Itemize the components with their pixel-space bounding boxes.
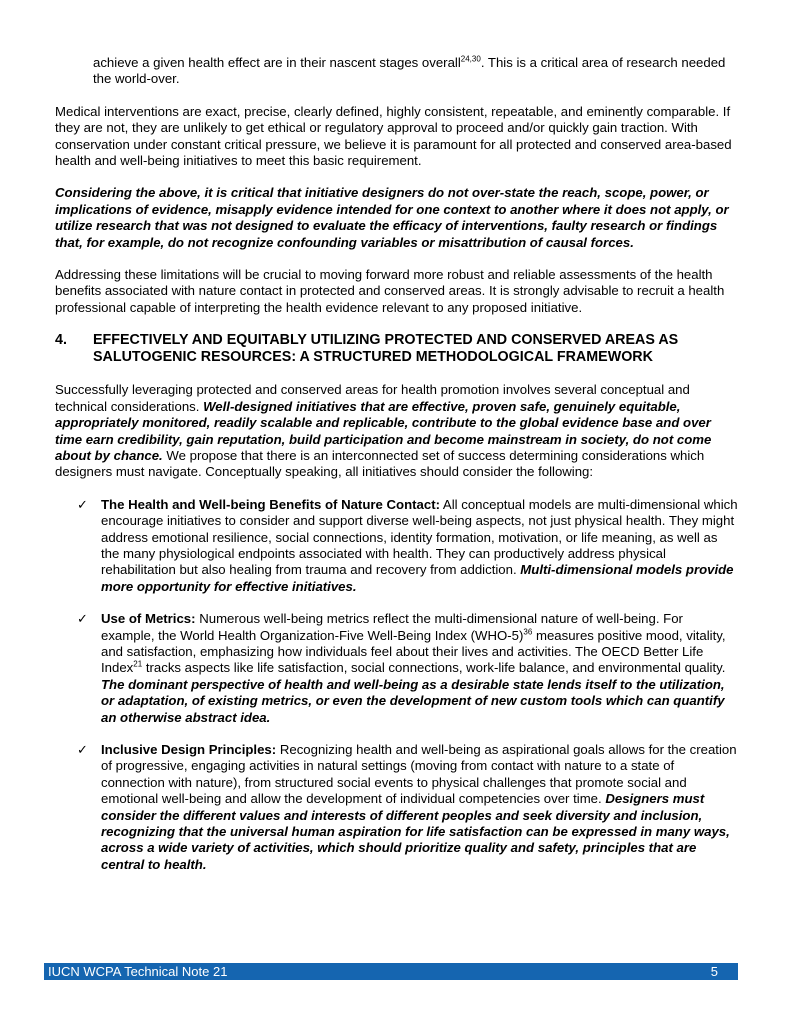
- success-text: Successfully leveraging protected and conserved areas for health promotion involves several conceptual and technical considerations.: [55, 382, 690, 414]
- list-item: [55, 742, 739, 873]
- continued-text: achieve a given health effect are in their nascent stages overall: [93, 55, 461, 70]
- list-item-body: All conceptual models are multi-dimensional which encourage initiatives to consider and support diverse well-being aspects, not just physical health. They might address emotional resilience, social connections, identity formation, motivation, or life meaning, as well as the many physiological endpoints associated with health. They can productively address physical rehabilitation but also healing from trauma and recovery from addiction.: [101, 496, 738, 578]
- list-item-emphasis: Multi-dimensional models provide more opportunity for effective initiatives.: [101, 562, 734, 594]
- list-item-title: The Health and Well-being Benefits of Nature Contact:: [101, 496, 440, 512]
- paragraph-success: [55, 382, 739, 480]
- section-heading: [55, 332, 739, 366]
- paragraph-addressing: Addressing these limitations will be crucial to moving forward more robust and reliable assessments of the health benefits associated with nature contact in protected and conserved areas. It is strongly advisable to recruit a health professional capable of interpreting the health evidence relevant to any proposed initiative.: [55, 267, 725, 315]
- list-item: [55, 611, 739, 726]
- citation: 24,30: [460, 54, 481, 64]
- continued-paragraph: [55, 55, 739, 88]
- page-footer: [44, 963, 738, 980]
- list-item-text: [101, 497, 739, 595]
- citation: 36: [523, 627, 533, 637]
- list-item-text: [101, 742, 739, 873]
- success-bold-text: Well-designed initiatives that are effective, proven safe, genuinely equitable, appropriately monitored, readily scalable and replicable, contribute to the global evidence base and over time earn credibility, gain reputation, build participation and become mainstream in society, do not come about by chance.: [55, 398, 712, 463]
- list-item-title: Use of Metrics:: [101, 611, 196, 627]
- paragraph-considering: Considering the above, it is critical that initiative designers do not over-state the reach, scope, power, or implications of evidence, misapply evidence intended for one context to another where it does not apply, or utilize research that was not designed to evaluate the efficacy of interventions, faulty research or findings that, for example, do not recognize confounding variables or misattribution of causal forces.: [55, 185, 729, 250]
- checkmark-icon: ✓: [77, 496, 89, 512]
- citation: 21: [133, 659, 143, 669]
- list-item-emphasis: The dominant perspective of health and well-being as a desirable state lends itself to the utilization, or adaptation, of existing metrics, or even the development of new custom tools which can quantify an otherwise abstract idea.: [101, 676, 725, 725]
- list-item-body-cont: measures positive mood, vitality, and satisfaction, emphasizing how individuals feel about their lives and activities. The OECD Better Life Index: [101, 627, 726, 676]
- list-item-body: Recognizing health and well-being as aspirational goals allows for the creation of progressive, engaging activities in natural settings (moving from contact with nature to a state of connection with nature), from structured social events to physical challenges that promote social and emotional well-being and allow the development of individual competencies over time.: [101, 742, 737, 807]
- checklist: [55, 497, 739, 874]
- footer-title: IUCN WCPA Technical Note 21: [48, 964, 228, 979]
- section-number: 4.: [55, 332, 67, 349]
- paragraph-medical: Medical interventions are exact, precise, clearly defined, highly consistent, repeatable, and eminently comparable. If they are not, they are unlikely to get ethical or regulatory approval to proceed and/or quickly gain traction. With conservation under constant critical pressure, we believe it is paramount for all protected and conserved area-based health and well-being initiatives to meet this basic requirement.: [55, 103, 732, 169]
- checkmark-icon: ✓: [77, 611, 89, 627]
- list-item: [55, 497, 739, 595]
- page-number: 5: [710, 964, 718, 979]
- list-item-title: Inclusive Design Principles:: [101, 742, 277, 757]
- continued-text-end: . This is a critical area of research needed the world-over.: [93, 55, 726, 87]
- list-item-body: Numerous well-being metrics reflect the multi-dimensional nature of well-being. For example, the World Health Organization-Five Well-Being Index (WHO-5): [101, 611, 683, 643]
- page-body: [55, 55, 739, 889]
- section-title: EFFECTIVELY AND EQUITABLY UTILIZING PROTECTED AND CONSERVED AREAS AS SALUTOGENIC RESOURCES: A STRUCTURED METHODOLOGICAL FRAMEWORK: [93, 332, 679, 366]
- list-item-text: [101, 611, 739, 726]
- list-item-body-end: tracks aspects like life satisfaction, social connections, work-life balance, and environmental quality.: [142, 660, 726, 676]
- checkmark-icon: ✓: [77, 742, 89, 757]
- success-text-end: We propose that there is an interconnected set of success determining considerations which designers must navigate. Conceptually speaking, all initiatives should consider the following:: [55, 447, 705, 480]
- list-item-emphasis: Designers must consider the different values and interests of different peoples and seek diversity and inclusion, recognizing that the universal human aspiration for life satisfaction can be expressed in many ways, across a wide variety of activities, which should prioritize quality and safety, principles that are central to health.: [101, 791, 730, 872]
